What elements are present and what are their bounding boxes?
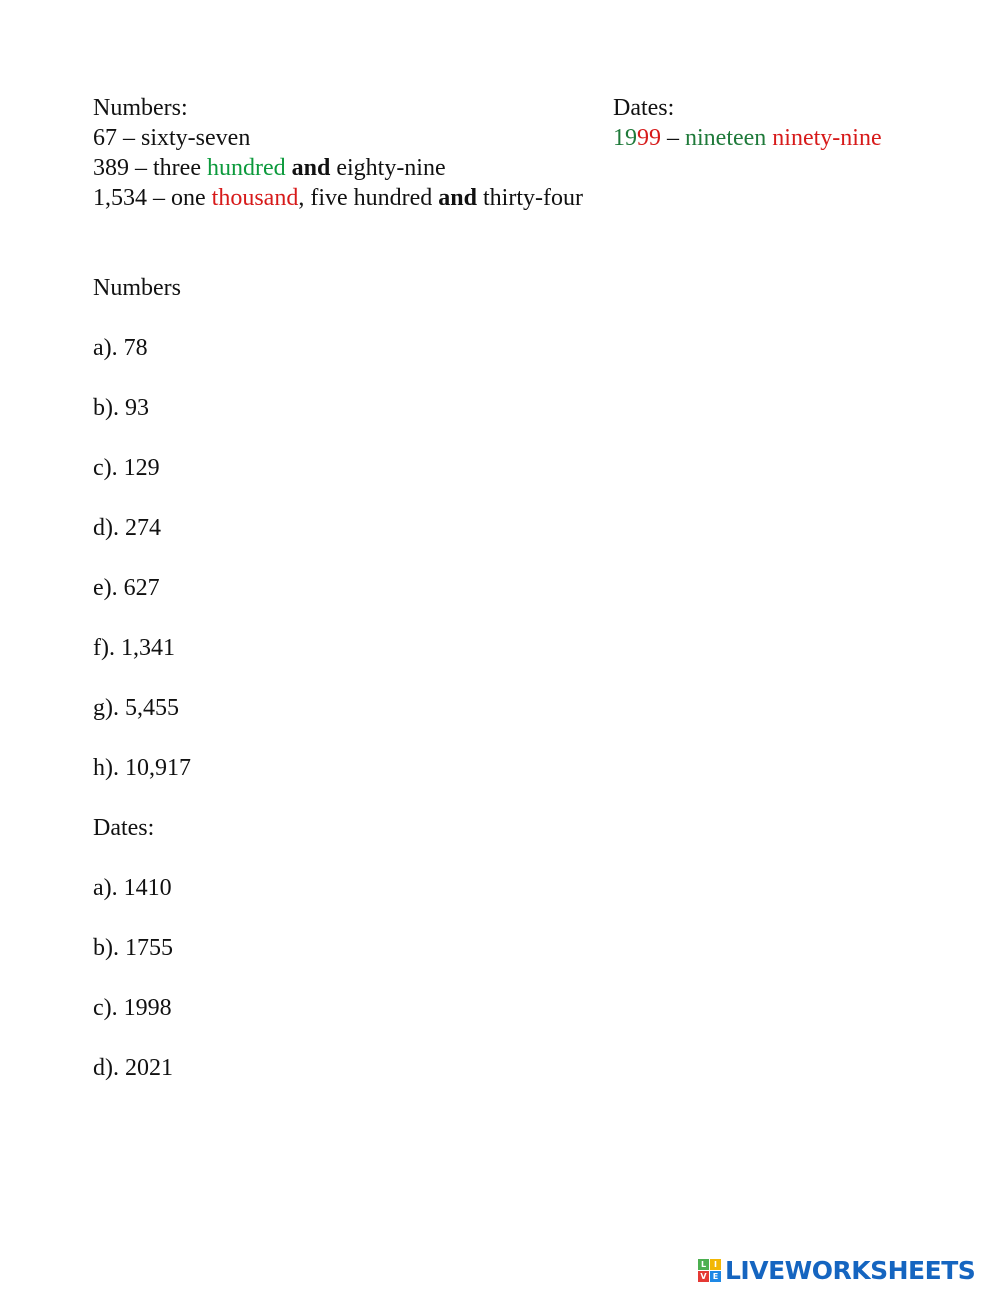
logo-letter: L xyxy=(698,1259,709,1270)
number-item: h). 10,917 xyxy=(93,755,191,781)
dates-label: Dates: xyxy=(613,95,675,121)
number-item: b). 93 xyxy=(93,395,149,421)
year-digits-first: 19 xyxy=(613,125,637,151)
numbers-label: Numbers: xyxy=(93,95,188,121)
example-words-part: , five hundred xyxy=(298,185,439,211)
number-item: f). 1,341 xyxy=(93,635,175,661)
number-item: a). 78 xyxy=(93,335,148,361)
example-67 xyxy=(93,123,250,153)
brand-name: LIVEWORKSHEETS xyxy=(725,1255,976,1285)
liveworksheets-logo[interactable] xyxy=(698,1255,975,1285)
dash: – xyxy=(129,155,153,181)
logo-letter: E xyxy=(710,1271,721,1282)
example-number: 1,534 xyxy=(93,185,147,211)
example-number: 389 xyxy=(93,155,129,181)
example-words: sixty-seven xyxy=(141,125,251,151)
date-item: b). 1755 xyxy=(93,935,173,961)
year-words-first: nineteen xyxy=(685,125,767,151)
year-digits-second: 99 xyxy=(637,125,661,151)
number-item: d). 274 xyxy=(93,515,161,541)
dash: – xyxy=(661,125,685,151)
number-item: c). 129 xyxy=(93,455,160,481)
logo-letter: I xyxy=(710,1259,721,1270)
dash: – xyxy=(117,125,141,151)
example-389 xyxy=(93,153,446,183)
date-item: d). 2021 xyxy=(93,1055,173,1081)
date-item: c). 1998 xyxy=(93,995,172,1021)
logo-letter: V xyxy=(698,1271,709,1282)
example-words-rest: thirty-four xyxy=(483,185,583,211)
example-number: 67 xyxy=(93,125,117,151)
year-words-second: ninety-nine xyxy=(772,125,882,151)
and-bold: and xyxy=(438,185,477,211)
example-words-rest: eighty-nine xyxy=(336,155,446,181)
example-1999 xyxy=(613,123,882,153)
example-words-part: one xyxy=(171,185,212,211)
date-item: a). 1410 xyxy=(93,875,172,901)
example-1534 xyxy=(93,183,583,213)
dash: – xyxy=(147,185,171,211)
dates-section-title: Dates: xyxy=(93,815,155,841)
example-words-part: three xyxy=(153,155,207,181)
number-item: e). 627 xyxy=(93,575,160,601)
and-bold: and xyxy=(291,155,331,181)
liveworksheets-icon xyxy=(698,1259,721,1282)
numbers-section-title: Numbers xyxy=(93,275,181,301)
number-item: g). 5,455 xyxy=(93,695,179,721)
hundred-highlight: hundred xyxy=(206,155,286,181)
thousand-highlight: thousand xyxy=(211,185,299,211)
